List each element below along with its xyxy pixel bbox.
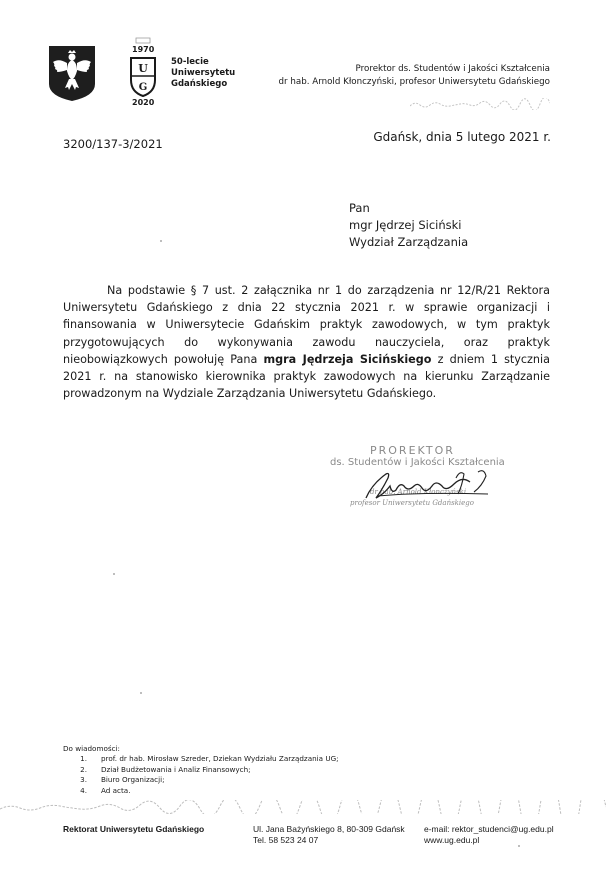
anniversary-line2: Uniwersytetu [171, 68, 236, 78]
cc-heading: Do wiadomości: [63, 744, 120, 753]
anniversary-year-start: 1970 [132, 45, 155, 54]
svg-text:U: U [138, 62, 148, 75]
stamp-position: ds. Studentów i Jakości Kształcenia [330, 457, 505, 468]
cc-item-number: 2. [80, 764, 87, 774]
stamp-title-full: profesor Uniwersytetu Gdańskiego [350, 499, 474, 507]
cc-item-text: prof. dr hab. Mirosław Szreder, Dziekan Wydziału Zarządzania UG; [101, 754, 339, 764]
cc-item-text: Ad acta. [101, 785, 131, 795]
eagle-emblem-icon [47, 44, 97, 102]
scan-speck [113, 573, 115, 575]
letter-body [63, 282, 550, 402]
cc-item-number: 4. [80, 785, 87, 795]
letter-date: Gdańsk, dnia 5 lutego 2021 r. [373, 130, 551, 144]
body-text-part1: Na podstawie § 7 ust. 2 załącznika nr 1 do zarządzenia nr 12/R/21 Rektora Uniwersytetu Gdańskiego z dnia 22 stycznia 2021 r. w sprawie organizacji i finansowania w Uniwersytecie Gdańskim praktyk zawodowych, w tym praktyk przygotowujących do wykonywania zawodu nauczyciela, oraz praktyk nieobowiązkowych powołuję Pana [63, 284, 550, 366]
footer-wave-decoration [0, 800, 606, 814]
recipient-department: Wydział Zarządzania [349, 235, 469, 249]
footer-organization: Rektorat Uniwersytetu Gdańskiego [63, 824, 205, 834]
scan-speck [160, 240, 162, 242]
cc-item-text: Dział Budżetowania i Analiz Finansowych; [101, 764, 251, 774]
cc-item-number: 1. [80, 754, 87, 764]
footer-website[interactable]: www.ug.edu.pl [424, 835, 480, 845]
cc-item [63, 765, 339, 775]
cc-item-number: 3. [80, 775, 87, 785]
cc-list [63, 744, 339, 796]
reference-number: 3200/137-3/2021 [63, 137, 163, 151]
stamp-name: dr hab. Arnold Kłonczyński [370, 488, 467, 496]
cc-item [63, 786, 339, 796]
official-stamp [318, 444, 508, 524]
sender-block [279, 63, 550, 89]
stamp-title: PROREKTOR [370, 444, 455, 457]
handwritten-signature [338, 464, 508, 504]
scan-speck [140, 692, 142, 694]
footer-contact-block [424, 824, 554, 846]
footer-address-block [253, 824, 405, 846]
sender-name: dr hab. Arnold Kłonczyński, profesor Uniwersytetu Gdańskiego [278, 77, 550, 87]
anniversary-text [171, 57, 235, 90]
recipient-salutation: Pan [349, 201, 370, 215]
footer-address: Ul. Jana Bażyńskiego 8, 80-309 Gdańsk [253, 824, 405, 834]
header-wave-decoration [410, 97, 550, 109]
recipient-block [349, 200, 468, 251]
cc-item-text: Biuro Organizacji; [101, 775, 165, 785]
body-paragraph [63, 282, 550, 402]
footer-phone: Tel. 58 523 24 07 [253, 835, 319, 845]
cc-item [63, 754, 339, 764]
body-text-part2: z dniem 1 stycznia 2021 r. na stanowisko kierownika praktyk zawodowych na kierunku Zarządzanie prowadzonym na Wydziale Zarządzania Uniwersytetu Gdańskiego. [63, 352, 550, 401]
footer-email[interactable]: e-mail: rektor_studenci@ug.edu.pl [424, 824, 554, 834]
sender-title: Prorektor ds. Studentów i Jakości Kształcenia [355, 64, 550, 74]
recipient-name: mgr Jędrzej Siciński [349, 218, 462, 232]
anniversary-line1: 50-lecie [171, 57, 209, 67]
cc-item [63, 775, 339, 785]
anniversary-logo [120, 36, 166, 108]
appointee-name: mgra Jędrzeja Sicińskiego [263, 352, 432, 366]
anniversary-line3: Gdańskiego [171, 79, 228, 89]
svg-text:G: G [138, 82, 148, 93]
anniversary-year-end: 2020 [132, 98, 155, 107]
